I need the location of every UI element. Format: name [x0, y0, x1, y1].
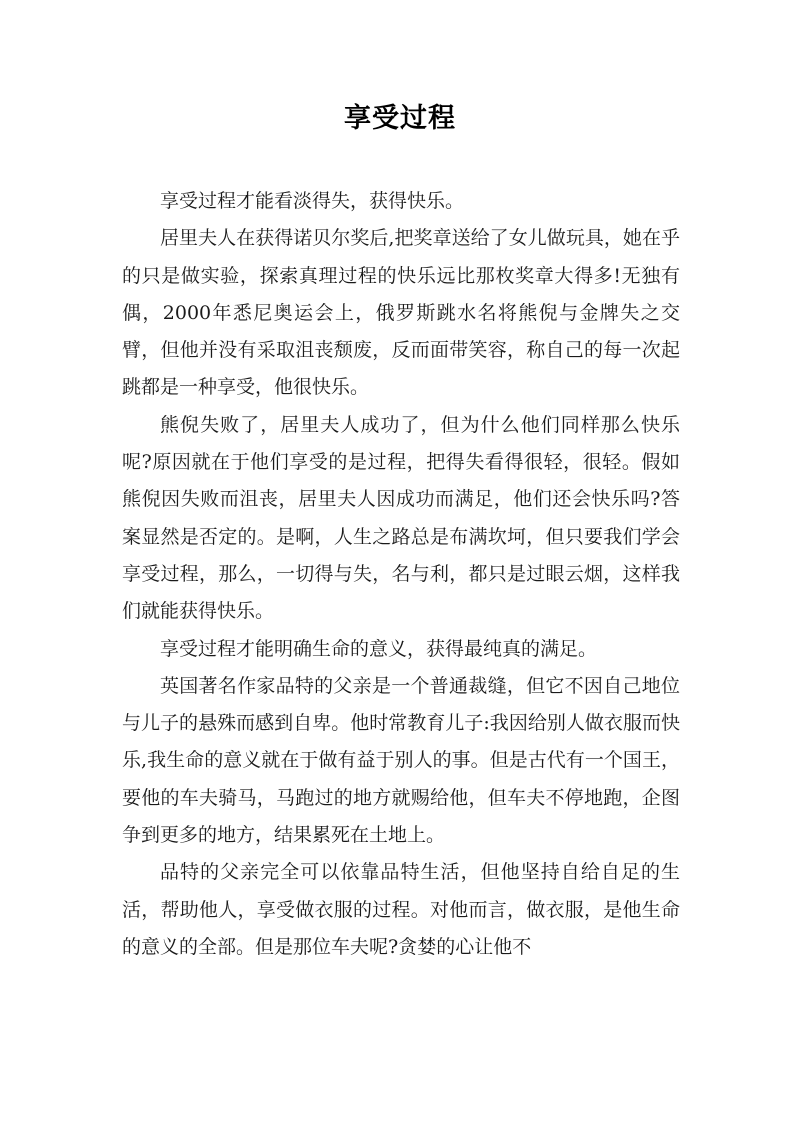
paragraph: 享受过程才能明确生命的意义，获得最纯真的满足。 — [160, 637, 598, 660]
paragraph: 居里夫人在获得诺贝尔奖后,把奖章送给了女儿做玩具，她在乎的只是做实验，探索真理过程的快乐远比那枚奖章大得多!无独有偶，2000年悉尼奥运会上，俄罗斯跳水名将熊倪与金牌失之交臂，但他并没有采取沮丧颓废，反而面带笑容，称自己的每一次起跳都是一种享受，他很快乐。 — [122, 227, 680, 399]
paragraph: 享受过程才能看淡得失，获得快乐。 — [160, 190, 465, 212]
document-body — [122, 183, 680, 966]
paragraph: 英国著名作家品特的父亲是一个普通裁缝，但它不因自己地位与儿子的悬殊而感到自卑。他时常教育儿子:我因给别人做衣服而快乐,我生命的意义就在于做有益于别人的事。但是古代有一个国王，要他的车夫骑马，马跑过的地方就赐给他，但车夫不停地跑，企图争到更多的地方，结果累死在土地上。 — [122, 674, 680, 847]
paragraph: 品特的父亲完全可以依靠品特生活，但他坚持自给自足的生活，帮助他人，享受做衣服的过程。对他而言，做衣服，是他生命的意义的全部。但是那位车夫呢?贪婪的心让他不 — [122, 861, 680, 958]
paragraph: 熊倪失败了，居里夫人成功了，但为什么他们同样那么快乐呢?原因就在于他们享受的是过程，把得失看得很轻，很轻。假如熊倪因失败而沮丧，居里夫人因成功而满足，他们还会快乐吗?答案显然是否定的。是啊，人生之路总是布满坎坷，但只要我们学会享受过程，那么，一切得与失，名与利，都只是过眼云烟，这样我们就能获得快乐。 — [122, 413, 680, 623]
document-title: 享受过程 — [344, 103, 456, 134]
